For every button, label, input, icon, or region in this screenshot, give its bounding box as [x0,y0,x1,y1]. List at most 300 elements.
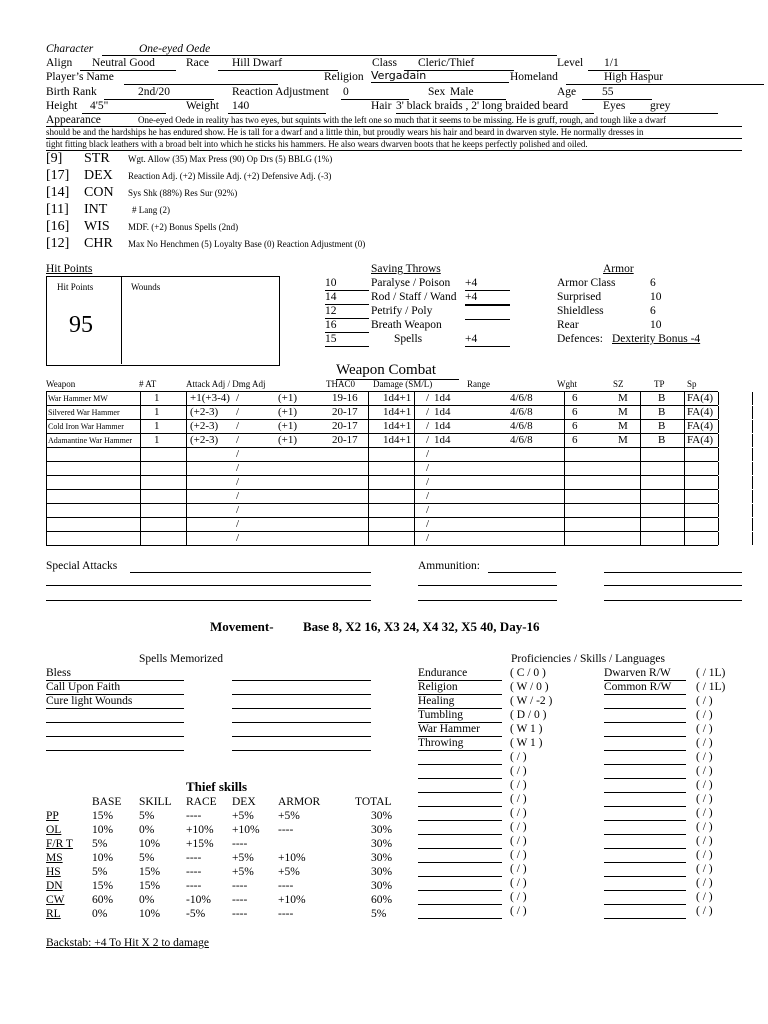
proficiency-name[interactable]: Tumbling [418,709,502,723]
weapon-row-divider [564,532,565,545]
save-value[interactable]: 10 [325,277,369,291]
weapon-row-divider [186,532,187,545]
proficiency-slots[interactable]: ( W 1 ) [510,737,543,749]
weapon-attacks[interactable]: 1 [154,420,160,432]
weapon-range[interactable]: 4/6/8 [510,392,533,404]
thief-skill-value[interactable]: 30% [371,838,393,850]
weapon-row-divider [140,462,141,475]
weapon-row-slash: / [426,532,430,544]
language-name[interactable] [604,807,686,821]
weapon-row-divider [640,504,641,517]
proficiency-slots[interactable]: ( C / 0 ) [510,667,546,679]
weapon-type[interactable]: B [658,434,666,446]
proficiency-slots[interactable]: ( / ) [510,835,527,847]
weapon-range[interactable]: 4/6/8 [510,420,533,432]
weapon-damage-l[interactable]: 1d4 [434,406,451,418]
weapon-row-divider [718,490,719,503]
height-value[interactable]: 4'5" [82,100,166,114]
weapon-type[interactable]: B [658,420,666,432]
weapon-damage-sm[interactable]: 1d4+1 [383,406,412,418]
class-value[interactable]: Cleric/Thief [404,57,514,71]
spell-slot-right[interactable] [232,708,371,709]
spell-slot[interactable]: Call Upon Faith [46,681,184,695]
thief-skill-value[interactable]: ---- [278,824,294,836]
language-name[interactable] [604,779,686,793]
weapon-header-col: Weapon [46,379,76,389]
language-name[interactable] [604,877,686,891]
language-slots[interactable]: ( / ) [696,709,713,721]
armor-value[interactable]: 10 [650,291,662,303]
thief-skill-value[interactable]: ---- [186,810,202,822]
language-name[interactable] [604,695,686,709]
language-slots[interactable]: ( / ) [696,751,713,763]
weapon-row-slash: / [426,462,430,474]
weapon-attack-adj[interactable]: (+2-3) [190,434,219,446]
proficiency-slots[interactable]: ( W / -2 ) [510,695,553,707]
language-slots[interactable]: ( / ) [696,821,713,833]
ability-score[interactable]: [11] [46,202,69,217]
proficiency-slots[interactable]: ( / ) [510,751,527,763]
weapon-row-divider [752,434,753,447]
weapon-row[interactable] [46,462,718,476]
armor-value[interactable]: 6 [650,305,656,317]
weapon-damage-adj[interactable]: (+1) [278,392,298,404]
weight-value[interactable]: 140 [228,100,326,114]
weapon-damage-sm[interactable]: 1d4+1 [383,434,412,446]
weapon-row-divider [752,420,753,433]
thief-skill-value[interactable]: 30% [371,810,393,822]
spell-slot-right[interactable] [232,750,371,751]
thief-skill-value[interactable]: +5% [278,810,300,822]
language-name[interactable] [604,891,686,905]
proficiency-name[interactable] [418,849,502,863]
proficiency-name[interactable] [418,877,502,891]
language-slots[interactable]: ( / 1L) [696,667,726,679]
thief-skill-value[interactable]: +10% [232,824,260,836]
thief-skill-value[interactable]: 30% [371,852,393,864]
proficiency-name[interactable] [418,779,502,793]
language-slots[interactable]: ( / ) [696,695,713,707]
spell-slot[interactable]: Bless [46,667,184,681]
weapon-row-divider [46,476,47,489]
weapon-row-divider [564,462,565,475]
ability-score[interactable]: [12] [46,236,70,251]
armor-value[interactable]: 6 [650,277,656,289]
weapon-speed[interactable]: FA(4) [687,392,714,404]
weapon-size[interactable]: M [618,420,628,432]
save-modifier[interactable]: +4 [465,333,510,347]
thief-skill-value[interactable]: 15% [139,880,161,892]
thief-skill-value[interactable]: 30% [371,824,393,836]
thief-skill-value[interactable]: +10% [278,894,306,906]
language-name[interactable] [604,765,686,779]
thief-skill-value[interactable]: 10% [139,908,161,920]
proficiency-name[interactable] [418,793,502,807]
birth-value[interactable]: 2nd/20 [104,86,214,100]
character-name[interactable]: One-eyed Oede [139,43,211,55]
armor-label: Surprised [557,291,602,303]
homeland-value[interactable]: High Haspur [566,71,764,85]
language-slots[interactable]: ( / ) [696,793,713,805]
weapon-header-col: Sp [687,379,697,389]
proficiency-slots[interactable]: ( W 1 ) [510,723,543,735]
weapon-attacks[interactable]: 1 [154,392,160,404]
weapon-range[interactable]: 4/6/8 [510,434,533,446]
proficiency-slots[interactable]: ( D / 0 ) [510,709,547,721]
weapon-weight[interactable]: 6 [572,406,578,418]
thief-skill-value[interactable]: 5% [139,810,155,822]
spell-slot[interactable]: Cure light Wounds [46,695,184,709]
hitpoints-value[interactable]: 95 [69,312,93,338]
weapon-row-divider [186,504,187,517]
weapon-row-divider [368,462,369,475]
proficiency-slots[interactable]: ( / ) [510,863,527,875]
proficiency-name[interactable] [418,821,502,835]
weapon-row[interactable] [46,392,718,406]
thief-skill-value[interactable]: 60% [92,894,114,906]
thief-skill-value[interactable]: 15% [139,866,161,878]
weapon-damage-adj[interactable]: (+1) [278,420,298,432]
thief-skill-value[interactable]: 0% [139,824,155,836]
weapon-header-col: Attack Adj / Dmg Adj [186,379,266,389]
language-name[interactable] [604,737,686,751]
thief-skill-value[interactable]: 5% [92,866,108,878]
age-label: Age [557,86,577,98]
thief-skill-value[interactable]: +15% [186,838,214,850]
thief-skill-value[interactable]: 30% [371,880,393,892]
armor-label: Armor Class [557,277,616,289]
ability-score[interactable]: [14] [46,185,70,200]
weapon-row-divider [564,490,565,503]
thief-skill-value[interactable]: 5% [92,838,108,850]
weapon-speed[interactable]: FA(4) [687,434,714,446]
weapon-row-divider [564,518,565,531]
proficiency-slots[interactable]: ( / ) [510,821,527,833]
appearance-line-1[interactable]: One-eyed Oede in reality has two eyes, but squints with the left one so much that it seems to be missing. He is gruff, rough, and tough like a dwarf [46,116,742,127]
weapon-range[interactable]: 4/6/8 [510,406,533,418]
weapon-name[interactable]: Adamantine War Hammer [48,436,133,445]
weapon-row[interactable] [46,476,718,490]
weapon-thac0[interactable]: 19-16 [332,392,358,404]
movement-label: Movement- [210,619,274,634]
thief-skill-value[interactable]: ---- [186,880,202,892]
thief-skill-value[interactable]: 60% [371,894,393,906]
thief-skill-value[interactable]: ---- [186,852,202,864]
language-slots[interactable]: ( / ) [696,905,713,917]
thief-skill-value[interactable]: +5% [232,866,254,878]
ability-score[interactable]: [9] [46,151,63,166]
proficiency-name[interactable]: Throwing [418,737,502,751]
thief-skill-value[interactable]: +5% [232,810,254,822]
level-value[interactable]: 1/1 [588,57,650,71]
thief-skill-value[interactable]: ---- [232,838,248,850]
proficiency-name[interactable]: Endurance [418,667,502,681]
weapon-row-slash: / [426,476,430,488]
save-modifier[interactable]: +4 [465,277,510,291]
eyes-value[interactable]: grey [630,100,718,114]
proficiency-name[interactable] [418,905,502,919]
save-modifier[interactable]: +4 [465,291,510,305]
save-modifier[interactable] [465,305,510,306]
weapon-damage-l[interactable]: 1d4 [434,392,451,404]
weapon-row-divider [368,504,369,517]
thief-skill-value[interactable]: 10% [139,838,161,850]
weapon-row[interactable] [46,448,718,462]
armor-value[interactable]: 10 [650,319,662,331]
thief-skill-key: MS [46,852,63,864]
weapon-row-slash: / [426,420,430,432]
spell-slot[interactable] [46,723,184,737]
thief-skill-value[interactable]: 0% [139,894,155,906]
thief-skill-value[interactable]: 30% [371,866,393,878]
movement-value[interactable]: Base 8, X2 16, X3 24, X4 32, X5 40, Day-16 [303,619,540,634]
language-name[interactable] [604,905,686,919]
proficiency-name[interactable] [418,835,502,849]
language-slots[interactable]: ( / ) [696,863,713,875]
thief-skill-value[interactable]: 5% [139,852,155,864]
appearance-line-2[interactable]: should be and the hardships he has endured show. He is tall for a dwarf and a little thin, but proudly wears his hair and beard in dwarven style. He normally dresses in [46,128,742,139]
ability-detail: Wgt. Allow (35) Max Press (90) Op Drs (5) BBLG (1%) [128,154,333,164]
thief-skill-value[interactable]: -10% [186,894,211,906]
age-value[interactable]: 55 [582,86,652,100]
save-value[interactable]: 14 [325,291,369,305]
spell-slot-right[interactable] [232,736,371,737]
spell-slot[interactable] [46,709,184,723]
proficiency-name[interactable] [418,891,502,905]
align-label: Align [46,57,73,69]
weapon-row[interactable] [46,434,718,448]
proficiency-name[interactable]: War Hammer [418,723,502,737]
thief-skill-value[interactable]: -5% [186,908,206,920]
weapon-damage-sm[interactable]: 1d4+1 [383,420,412,432]
weapon-row-divider [140,504,141,517]
thief-skill-value[interactable]: 10% [92,824,114,836]
weapon-attacks[interactable]: 1 [154,406,160,418]
weapon-speed[interactable]: FA(4) [687,406,714,418]
weapon-row-divider [718,532,719,545]
saving-throws-title: Saving Throws [371,263,441,275]
weapon-header-col: # AT [139,379,157,389]
weapon-row-divider [684,462,685,475]
save-name: Rod / Staff / Wand [371,291,457,303]
weapon-header-col: THAC0 [326,379,355,389]
weapon-row-divider [752,462,753,475]
language-slots[interactable]: ( / ) [696,835,713,847]
class-label: Class [372,57,397,69]
thief-header-col: RACE [186,796,217,808]
language-slots[interactable]: ( / 1L) [696,681,726,693]
spell-slot-right[interactable] [232,694,371,695]
proficiency-name[interactable] [418,807,502,821]
weapon-header-col: Damage (SM/L) [373,379,433,389]
weapon-attack-adj[interactable]: +1(+3-4) [190,392,230,404]
proficiency-slots[interactable]: ( W / 0 ) [510,681,549,693]
ability-score[interactable]: [16] [46,219,70,234]
weapon-row[interactable] [46,532,718,546]
language-name[interactable] [604,835,686,849]
religion-value[interactable]: Vergadain [371,70,509,83]
thief-skill-key: DN [46,880,63,892]
thief-skill-value[interactable]: ---- [232,908,248,920]
align-value[interactable]: Neutral Good [80,57,176,71]
language-slots[interactable]: ( / ) [696,723,713,735]
weapon-damage-adj[interactable]: (+1) [278,434,298,446]
language-slots[interactable]: ( / ) [696,849,713,861]
weapon-row[interactable] [46,420,718,434]
language-name[interactable] [604,751,686,765]
spell-slot-right[interactable] [232,680,371,681]
sex-value[interactable]: Male [450,86,506,100]
weapon-row-divider [186,420,187,433]
weapon-row-divider [414,504,415,517]
weapon-row[interactable] [46,490,718,504]
defences-value[interactable]: Dexterity Bonus -4 [612,333,701,345]
language-name[interactable] [604,709,686,723]
weapon-row-divider [140,476,141,489]
language-slots[interactable]: ( / ) [696,779,713,791]
language-name[interactable] [604,863,686,877]
birth-label: Birth Rank [46,86,97,98]
weapon-size[interactable]: M [618,392,628,404]
language-slots[interactable]: ( / ) [696,877,713,889]
race-value[interactable]: Hill Dwarf [218,57,338,71]
weapon-weight[interactable]: 6 [572,434,578,446]
thief-header-col: DEX [232,796,256,808]
thief-skill-value[interactable]: +10% [186,824,214,836]
spell-slot-right[interactable] [232,722,371,723]
weapon-row-slash: / [426,406,430,418]
language-name[interactable]: Dwarven R/W [604,667,686,681]
weapon-type[interactable]: B [658,392,666,404]
language-slots[interactable]: ( / ) [696,737,713,749]
proficiency-slots[interactable]: ( / ) [510,765,527,777]
weapon-row-divider [640,434,641,447]
proficiency-name[interactable]: Healing [418,695,502,709]
proficiency-name[interactable]: Religion [418,681,502,695]
weapon-name[interactable]: War Hammer MW [48,394,108,403]
proficiency-slots[interactable]: ( / ) [510,793,527,805]
weapon-name[interactable]: Cold Iron War Hammer [48,422,124,431]
weapon-row-slash: / [426,518,430,530]
weapon-speed[interactable]: FA(4) [687,420,714,432]
weapon-row[interactable] [46,504,718,518]
weapon-row-slash: / [236,490,240,502]
player-value[interactable] [124,71,278,85]
thief-skill-value[interactable]: ---- [278,880,294,892]
thief-skill-value[interactable]: +5% [278,866,300,878]
thief-skill-value[interactable]: +5% [232,852,254,864]
proficiency-slots[interactable]: ( / ) [510,877,527,889]
proficiency-slots[interactable]: ( / ) [510,779,527,791]
weapon-row-divider [368,490,369,503]
save-value[interactable]: 12 [325,305,369,319]
weapon-row-slash: / [236,420,240,432]
language-slots[interactable]: ( / ) [696,891,713,903]
weapon-attacks[interactable]: 1 [154,434,160,446]
weapon-row-divider [368,476,369,489]
language-name[interactable]: Common R/W [604,681,686,695]
proficiency-name[interactable] [418,751,502,765]
language-name[interactable] [604,723,686,737]
language-slots[interactable]: ( / ) [696,807,713,819]
thief-skill-value[interactable]: ---- [232,880,248,892]
thief-skill-value[interactable]: 15% [92,810,114,822]
weapon-weight[interactable]: 6 [572,392,578,404]
language-slots[interactable]: ( / ) [696,765,713,777]
thief-skill-value[interactable]: +10% [278,852,306,864]
thief-skill-value[interactable]: 5% [371,908,387,920]
weapon-row-divider [414,518,415,531]
eyes-label: Eyes [603,100,626,112]
weapon-row[interactable] [46,406,718,420]
thief-skill-value[interactable]: 15% [92,880,114,892]
proficiency-slots[interactable]: ( / ) [510,891,527,903]
weapon-row-divider [718,518,719,531]
save-value[interactable]: 15 [325,333,369,347]
weapon-row-slash: / [236,476,240,488]
weapon-thac0[interactable]: 20-17 [332,420,358,432]
weapon-damage-l[interactable]: 1d4 [434,420,451,432]
reaction-value[interactable]: 0 [341,86,409,100]
proficiency-name[interactable] [418,765,502,779]
ability-score[interactable]: [17] [46,168,70,183]
thief-skill-value[interactable]: 10% [92,852,114,864]
weapon-damage-adj[interactable]: (+1) [278,406,298,418]
ammunition-label: Ammunition: [418,560,480,572]
weapon-row-divider [186,462,187,475]
weapon-size[interactable]: M [618,434,628,446]
proficiency-name[interactable] [418,863,502,877]
proficiency-slots[interactable]: ( / ) [510,849,527,861]
sex-label: Sex [428,86,446,98]
weapon-row-slash: / [236,448,240,460]
language-name[interactable] [604,821,686,835]
weapon-damage-sm[interactable]: 1d4+1 [383,392,412,404]
thief-skill-value[interactable]: ---- [278,908,294,920]
spell-slot[interactable] [46,737,184,751]
weapon-name[interactable]: Silvered War Hammer [48,408,120,417]
language-name[interactable] [604,793,686,807]
hair-value[interactable]: 3' black braids , 2' long braided beard [396,100,594,114]
weapon-size[interactable]: M [618,406,628,418]
weapon-row-divider [640,392,641,405]
weapon-row-divider [46,504,47,517]
weapon-row-divider [718,462,719,475]
ability-name-dex: DEX [84,168,113,183]
weapon-type[interactable]: B [658,406,666,418]
weapon-thac0[interactable]: 20-17 [332,406,358,418]
weapon-weight[interactable]: 6 [572,420,578,432]
weapon-row-divider [368,448,369,461]
language-name[interactable] [604,849,686,863]
weapon-row-divider [718,504,719,517]
thief-skill-value[interactable]: ---- [232,894,248,906]
thief-skill-value[interactable]: ---- [186,866,202,878]
weapon-attack-adj[interactable]: (+2-3) [190,420,219,432]
proficiency-slots[interactable]: ( / ) [510,905,527,917]
weapon-thac0[interactable]: 20-17 [332,434,358,446]
hitpoints-title: Hit Points [46,263,93,275]
weapon-row[interactable] [46,518,718,532]
weapon-row-divider [368,434,369,447]
appearance-line-3[interactable]: tight fitting black leathers with a broad belt into which he sticks his hammers. He also wears dwarven boots that he keeps perfectly polished and oiled. [46,140,742,151]
save-modifier[interactable] [465,319,510,320]
thief-skill-value[interactable]: 0% [92,908,108,920]
save-value[interactable]: 16 [325,319,369,333]
weapon-damage-l[interactable]: 1d4 [434,434,451,446]
weapon-attack-adj[interactable]: (+2-3) [190,406,219,418]
proficiency-slots[interactable]: ( / ) [510,807,527,819]
